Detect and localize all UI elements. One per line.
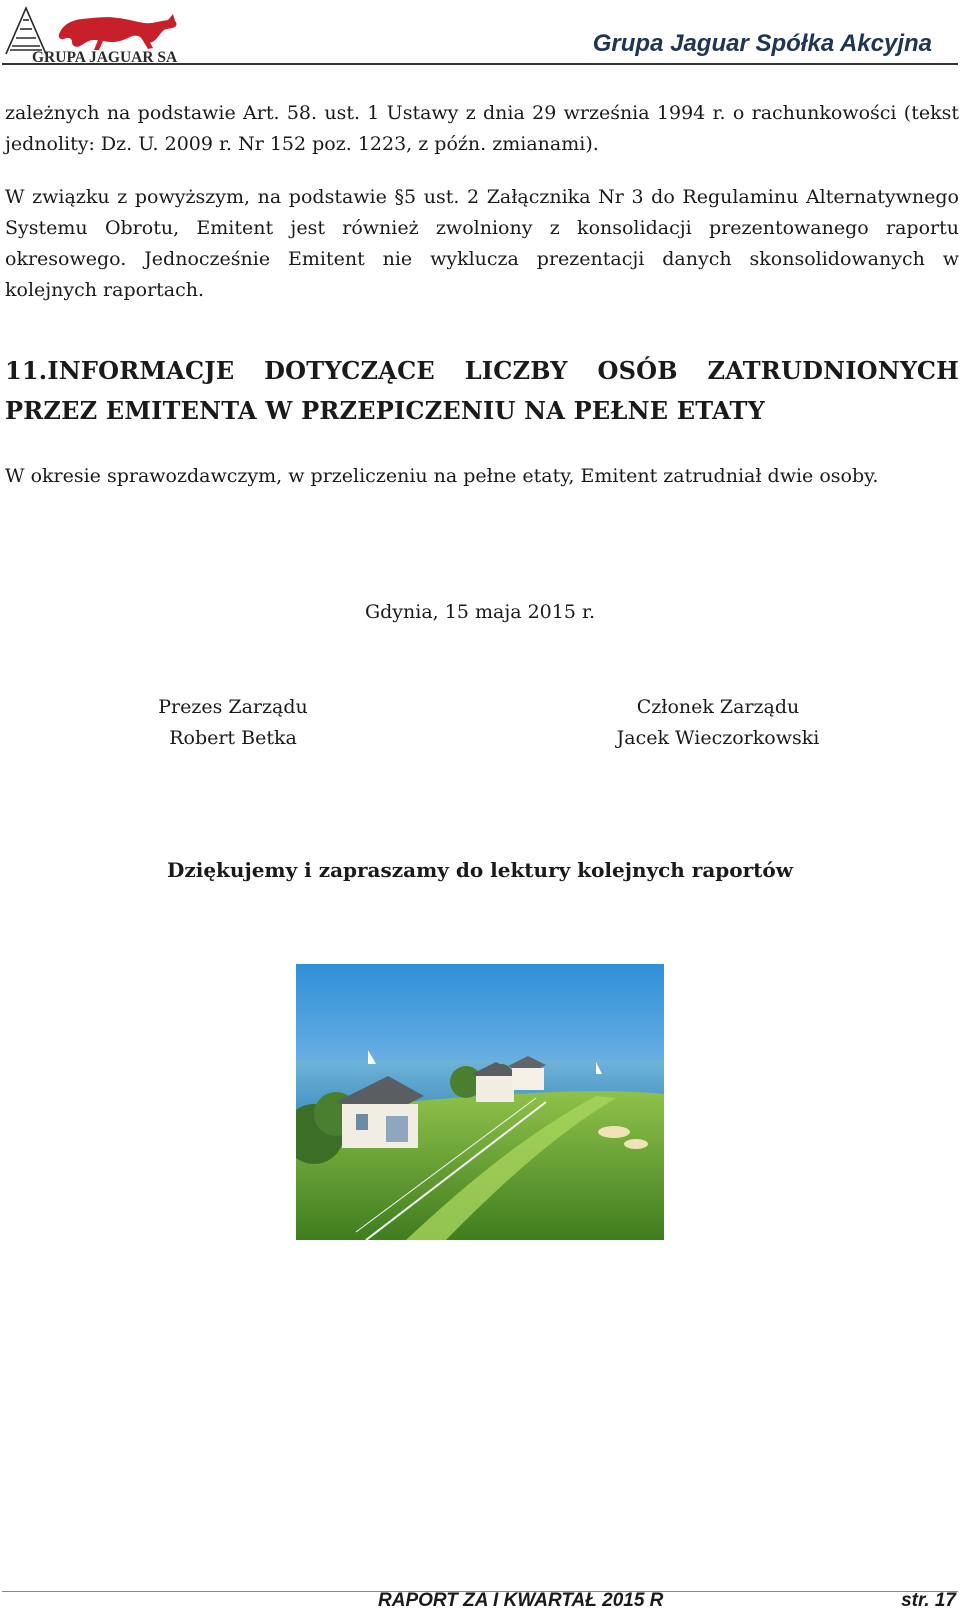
paragraph-employment: W okresie sprawozdawczym, w przeliczeniu na pełne etaty, Emitent zatrudniał dwie osoby. [5,465,879,487]
signature-role: Prezes Zarządu [158,696,308,718]
closing-message: Dziękujemy i zapraszamy do lektury kolejnych raportów [167,858,793,882]
page-number: str. 17 [901,1590,956,1611]
signature-name: Robert Betka [169,727,297,749]
logo-text: GRUPA JAGUAR SA [32,49,178,64]
footer-report-title: RAPORT ZA I KWARTAŁ 2015 R [378,1590,664,1611]
jaguar-icon [59,17,177,47]
paragraph-consolidation-exemption: W związku z powyższym, na podstawie §5 ust. 2 Załącznika Nr 3 do Regulaminu Alternatywnego Systemu Obrotu, Emitent jest również zwolniony z konsolidacji prezentowanego raportu okresowego. Jednocześnie Emitent nie wyklucza prezentacji danych skonsolidowanych w kolejnych raportach. [5,186,959,301]
signature-president [133,692,333,754]
company-name-title: Grupa Jaguar Spółka Akcyjna [592,30,932,57]
signature-name: Jacek Wieczorkowski [616,727,820,749]
page-header [0,0,960,66]
document-body [5,98,959,492]
section-heading-employment: 11.INFORMACJE DOTYCZĄCE LICZBY OSÓB ZATRUDNIONYCH PRZEZ EMITENTA W PRZEPICZENIU NA PEŁNE ETATY [5,356,959,425]
place-and-date: Gdynia, 15 maja 2015 r. [364,601,596,623]
pyramid-icon [6,8,46,54]
company-logo [2,2,198,64]
paragraph-consolidation-basis: zależnych na podstawie Art. 58. ust. 1 Ustawy z dnia 29 września 1994 r. o rachunkowości (tekst jednolity: Dz. U. 2009 r. Nr 152 poz. 1223, z późn. zmianami). [5,102,959,155]
signature-board-member [598,692,838,754]
header-divider [2,63,958,65]
signature-role: Członek Zarządu [636,696,800,718]
resort-visualization-image [296,964,664,1240]
